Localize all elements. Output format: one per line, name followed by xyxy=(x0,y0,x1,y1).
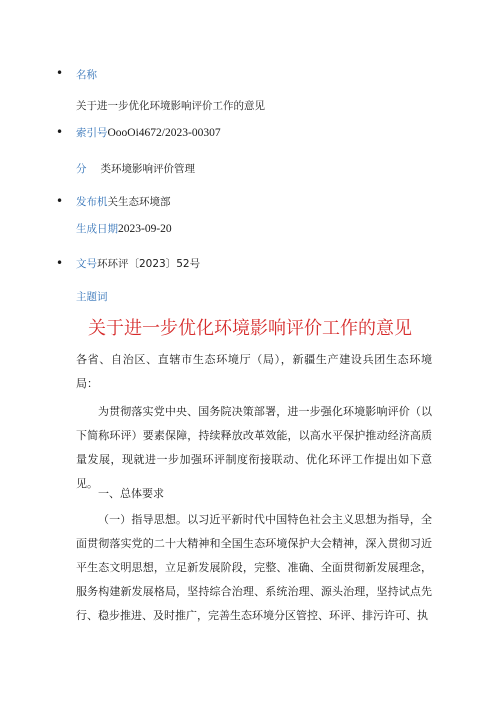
bullet-dot: • xyxy=(56,194,64,208)
name-value: 关于进一步优化环境影响评价工作的意见 xyxy=(76,100,265,112)
bullet-dot: • xyxy=(56,125,64,139)
document-title: 关于进一步优化环境影响评价工作的意见 xyxy=(88,318,412,339)
bullet-dot: • xyxy=(56,66,64,80)
meta-publisher-row xyxy=(76,195,476,209)
index-label: 索引号 xyxy=(76,127,108,139)
docno-label: 文号 xyxy=(76,258,97,270)
name-label: 名称 xyxy=(76,69,97,81)
addressee: 各省、自治区、直辖市生态环境厅（局），新疆生产建设兵团生态环境局： xyxy=(76,353,432,390)
date-value: 2023-09-20 xyxy=(118,223,172,235)
meta-name-value xyxy=(76,99,476,113)
meta-index-row xyxy=(76,126,476,140)
publisher-label: 发布机 xyxy=(76,196,108,208)
meta-subject-row xyxy=(76,290,476,304)
category-value: 类环境影响评价管理 xyxy=(100,163,195,175)
section-heading: 一、总体要求 xyxy=(98,487,164,500)
publisher-value: 关生态环境部 xyxy=(107,196,171,208)
date-label: 生成日期 xyxy=(76,223,118,235)
intro-paragraph: 为贯彻落实党中央、国务院决策部署，进一步强化环境影响评价（以下简称环评）要素保障，持续释放改革效能，以高水平保护推动经济高质量发展，现就进一步加强环评制度衔接联动、优化环评工作提出如下意见。 xyxy=(76,405,432,490)
index-value: OooOi4672/2023-00307 xyxy=(107,127,221,139)
meta-name-row xyxy=(76,68,476,82)
subject-label: 主题词 xyxy=(76,291,108,303)
meta-docno-row xyxy=(76,257,476,271)
meta-date-row xyxy=(76,222,476,236)
guiding-thought-paragraph: （一）指导思想。以习近平新时代中国特色社会主义思想为指导，全面贯彻落实党的二十大精神和全国生态环境保护大会精神，深入贯彻习近平生态文明思想，立足新发展阶段，完整、准确、全面贯彻新发展理念，服务构建新发展格局，坚持综合治理、系统治理、源头治理，坚持试点先行、稳步推进、及时推广，完善生态环境分区管控、环评、排污许可、执 xyxy=(76,513,432,622)
docno-value: 环环评〔2023〕52号 xyxy=(97,258,201,270)
bullet-dot: • xyxy=(56,256,64,270)
meta-category-row xyxy=(76,162,476,176)
category-label: 分 xyxy=(76,163,87,175)
